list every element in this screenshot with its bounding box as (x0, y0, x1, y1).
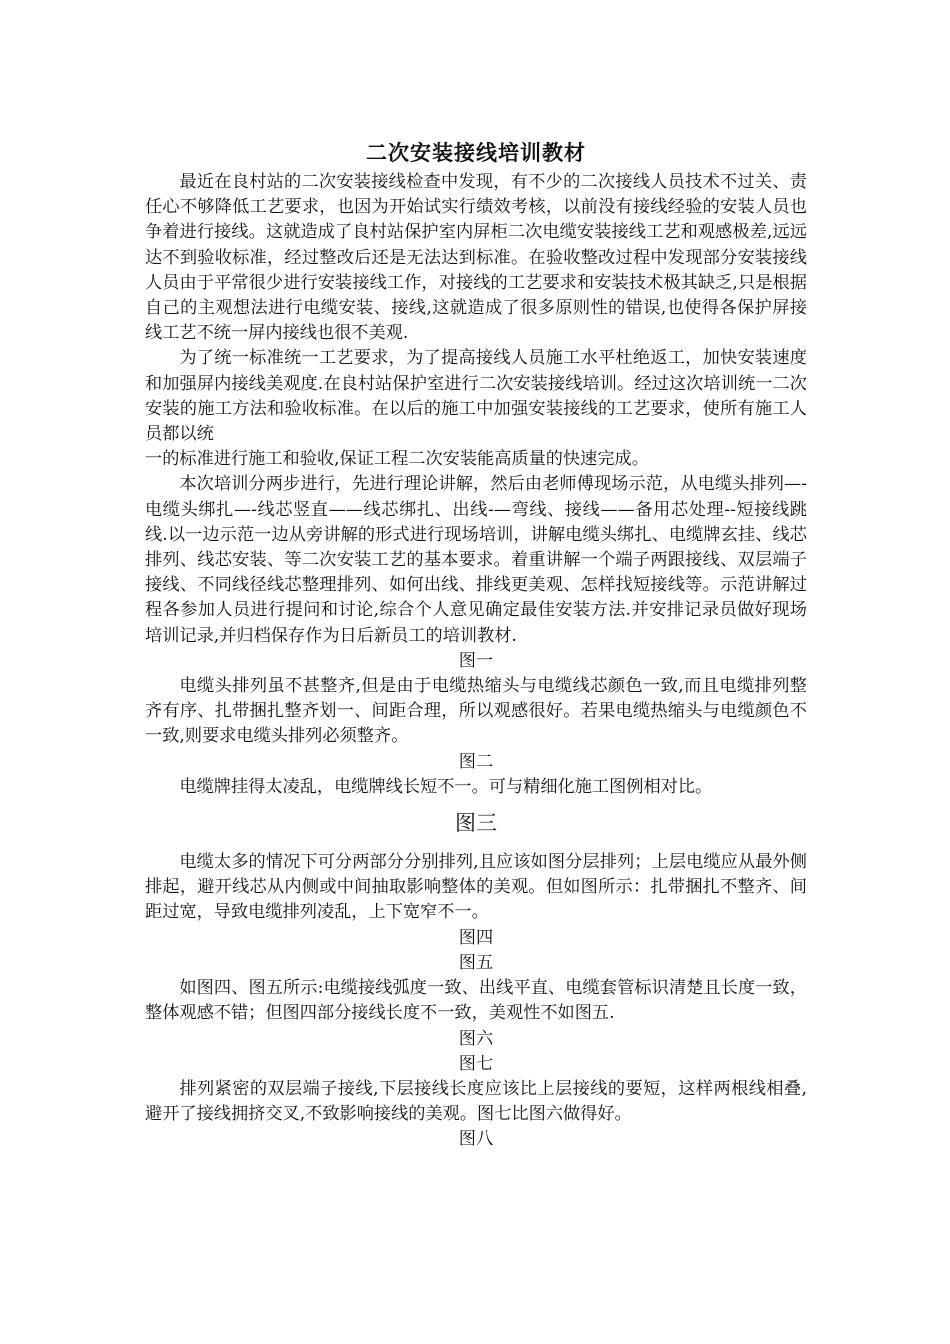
document-body (145, 138, 807, 1153)
document-title: 二次安装接线培训教材 (366, 140, 586, 165)
paragraph-intro: 最近在良村站的二次安装接线检查中发现，有不少的二次接线人员技术不过关、责任心不够降低工艺要求，也因为开始试实行绩效考核，以前没有接线经验的安装人员也争着进行接线。这就造成了良村站保护室内屏柜二次电缆安装接线工艺和观感极差,远远达不到验收标准，经过整改后还是无法达到标准。在验收整改过程中发现部分安装接线人员由于平常很少进行安装接线工作，对接线的工艺要求和安装技术极其缺乏,只是根据自己的主观想法进行电缆安装、接线,这就造成了很多原则性的错误,也使得各保护屏接线工艺不统一屏内接线也很不美观. (145, 172, 807, 344)
figure-caption-7: 图七 (458, 1053, 494, 1074)
paragraph-figure-6-7-description: 排列紧密的双层端子接线,下层接线长度应该比上层接线的要短，这样两根线相叠,避开了接线拥挤交叉,不致影响接线的美观。图七比图六做得好。 (145, 1078, 807, 1125)
paragraph-purpose: 为了统一标准统一工艺要求，为了提高接线人员施工水平杜绝返工，加快安装速度和加强屏内接线美观度.在良村站保护室进行二次安装接线培训。经过这次培训统一二次安装的施工方法和验收标准。在以后的施工中加强安装接线的工艺要求，使所有施工人员都以统 (145, 348, 807, 445)
paragraph-training-steps: 本次培训分两步进行，先进行理论讲解，然后由老师傅现场示范，从电缆头排列—-电缆头绑扎—-线芯竖直——线芯绑扎、出线-—弯线、接线——备用芯处理--短接线跳线.以一边示范一边从旁讲解的形式进行现场培训，讲解电缆头绑扎、电缆牌玄挂、线芯排列、线芯安装、等二次安装工艺的基本要求。着重讲解一个端子两跟接线、双层端子接线、不同线径线芯整理排列、如何出线、排线更美观、怎样找短接线等。示范讲解过程各参加人员进行提问和讨论,综合个人意见确定最佳安装方法.并安排记录员做好现场培训记录,并归档保存作为日后新员工的培训教材. (145, 474, 807, 646)
figure-caption-5: 图五 (458, 952, 494, 973)
paragraph-figure-4-5-description: 如图四、图五所示:电缆接线弧度一致、出线平直、电缆套管标识清楚且长度一致，整体观感不错；但图四部分接线长度不一致，美观性不如图五. (145, 978, 807, 1024)
figure-caption-3: 图三 (455, 811, 497, 836)
figure-caption-4: 图四 (458, 927, 494, 948)
paragraph-figure-1-description: 电缆头排列虽不甚整齐,但是由于电缆热缩头与电缆线芯颜色一致,而且电缆排列整齐有序、扎带捆扎整齐划一、间距合理，所以观感很好。若果电缆热缩头与电缆颜色不一致,则要求电缆头排列必须整齐。 (145, 676, 807, 747)
paragraph-purpose-continued: 一的标准进行施工和验收,保证工程二次安装能高质量的快速完成。 (145, 449, 649, 470)
paragraph-figure-2-description: 电缆牌挂得太凌乱，电缆牌线长短不一。可与精细化施工图例相对比。 (179, 776, 713, 797)
figure-caption-2: 图二 (458, 751, 494, 772)
figure-caption-1: 图一 (458, 650, 494, 671)
paragraph-figure-3-description: 电缆太多的情况下可分两部分分别排列,且应该如图分层排列；上层电缆应从最外侧排起，避开线芯从内侧或中间抽取影响整体的美观。但如图所示：扎带捆扎不整齐、间距过宽，导致电缆排列凌乱，上下宽窄不一。 (145, 852, 807, 923)
figure-caption-6: 图六 (458, 1028, 494, 1049)
figure-caption-8: 图八 (458, 1129, 494, 1150)
